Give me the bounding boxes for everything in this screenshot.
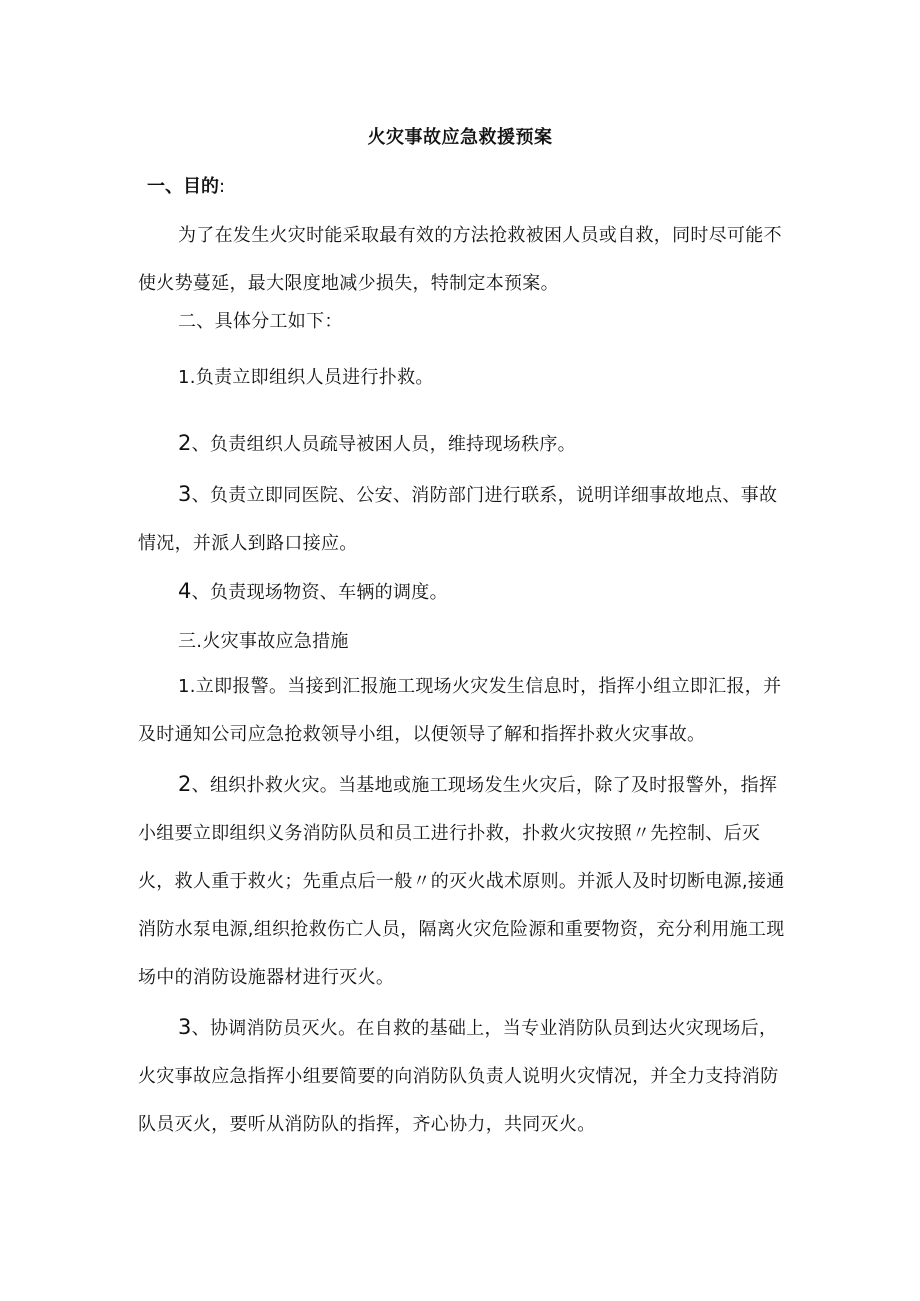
section-3-measure-2-number: 2 [178, 772, 192, 796]
section-2-heading: 二、具体分工如下： [178, 311, 343, 332]
section-3-measure-1 [138, 663, 790, 759]
document-title: 火灾事故应急救援预案 [367, 127, 553, 148]
section-2-item-3-text: 、负责立即同医院、公安、消防部门进行联系，说明详细事故地点、事故情况，并派人到路口接应。 [138, 485, 778, 554]
section-3-measure-3-number: 3 [178, 1015, 192, 1039]
section-2-item-1: 1.负责立即组织人员进行扑救。 [178, 367, 434, 388]
section-3-measure-2-text: 、组织扑救火灾。当基地或施工现场发生火灾后，除了及时报警外，指挥小组要立即组织义务消防队员和员工进行扑救，扑救火灾按照〃先控制、后灭火，救人重于救火；先重点后一般〃的灭火战术原则。并派人及时切断电源,接通消防水泵电源,组织抢救伤亡人员，隔离火灾危险源和重要物资，充分利用施工现场中的消防设施器材进行灭火。 [138, 775, 785, 988]
section-1-heading-colon: : [219, 176, 226, 197]
section-2-item-2-number: 2 [178, 431, 192, 455]
section-2-item-3-number: 3 [178, 482, 192, 506]
section-1-paragraph-text: 为了在发生火灾时能采取最有效的方法抢救被困人员或自救，同时尽可能不使火势蔓延，最大限度地减少损失，特制定本预案。 [138, 225, 782, 294]
section-2-item-4-number: 4 [178, 579, 192, 603]
section-3-measure-1-text: 1.立即报警。当接到汇报施工现场火灾发生信息时，指挥小组立即汇报，并及时通知公司应急抢救领导小组，以便领导了解和指挥扑救火灾事故。 [138, 676, 782, 745]
section-3-measure-2 [138, 760, 790, 1002]
section-3-heading: 三.火灾事故应急措施 [178, 631, 349, 652]
section-1-heading-text: 一、目的 [147, 176, 219, 197]
section-1-heading [147, 172, 225, 198]
section-2-item-4 [178, 578, 448, 604]
section-3-measure-3-text: 、协调消防员灭火。在自救的基础上，当专业消防队员到达火灾现场后，火灾事故应急指挥小组要简要的向消防队负责人说明火灾情况，并全力支持消防队员灭火，要听从消防队的指挥，齐心协力，共同灭火。 [138, 1018, 779, 1135]
section-3-measure-3 [138, 1003, 790, 1149]
section-2-item-3 [138, 470, 790, 568]
section-2-item-2-text: 、负责组织人员疏导被困人员，维持现场秩序。 [191, 434, 576, 455]
section-2-item-4-text: 、负责现场物资、车辆的调度。 [191, 582, 448, 603]
section-1-paragraph [138, 212, 790, 308]
section-2-item-2 [178, 430, 576, 456]
